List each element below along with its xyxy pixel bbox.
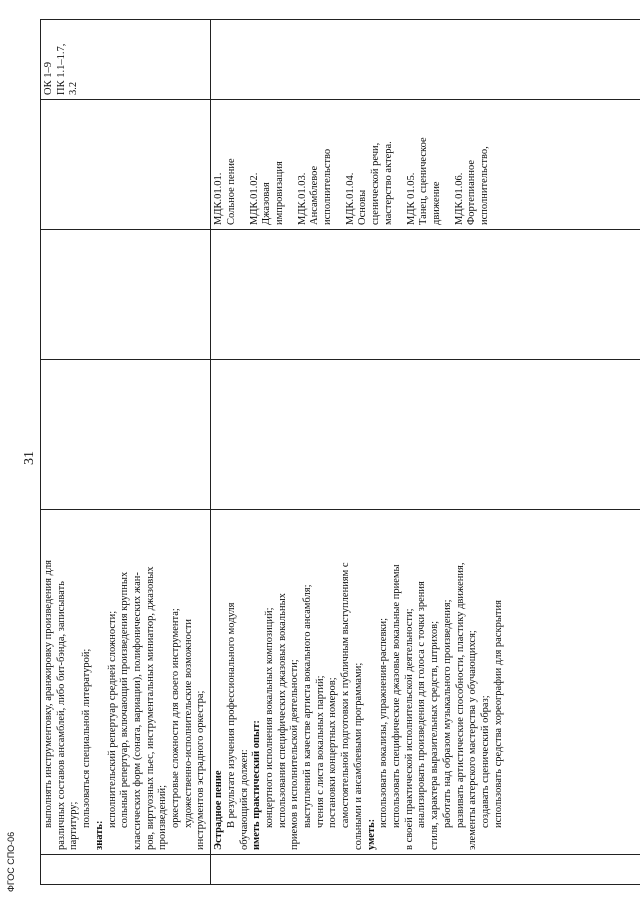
course-cell bbox=[211, 100, 640, 230]
rotated-page bbox=[22, 20, 600, 885]
text-line: обучающийся должен: bbox=[238, 749, 250, 850]
text-line: Фортепианное bbox=[466, 159, 478, 225]
hours-cell bbox=[41, 360, 211, 510]
text-line: выполнять инструментовку, аранжировку произведения для bbox=[43, 559, 54, 828]
text-line bbox=[239, 104, 249, 225]
description-cell bbox=[41, 510, 211, 855]
text-line: чтения с листа вокальных партий; bbox=[314, 675, 326, 828]
competency-line: 3.2 bbox=[68, 81, 80, 95]
text-line: оркестровые сложности для своего инструмента; bbox=[170, 608, 182, 828]
text-line: элементы актерского мастерства у обучающихся; bbox=[467, 630, 479, 850]
text-line: иметь практический опыт: bbox=[251, 720, 263, 850]
text-line: создавать сценический образ; bbox=[479, 695, 491, 828]
text-line: инструментов эстрадного оркестра; bbox=[195, 690, 207, 850]
load-cell bbox=[211, 230, 640, 360]
text-line: знать: bbox=[93, 820, 105, 850]
text-line: исполнительство bbox=[322, 148, 334, 225]
text-line: сольными и ансамблевыми программами; bbox=[352, 662, 364, 850]
text-line: Основы bbox=[357, 189, 369, 225]
text-line: движение bbox=[430, 181, 442, 225]
text-line: Сольное пение bbox=[225, 158, 237, 225]
text-line: Танец, сценическое bbox=[418, 137, 430, 225]
course-cell bbox=[41, 100, 211, 230]
hours-cell bbox=[211, 360, 640, 510]
footer-label: ФГОС СПО-06 bbox=[6, 831, 16, 892]
text-line: художественно-исполнительские возможности bbox=[182, 618, 194, 828]
footer bbox=[6, 812, 18, 892]
text-line: произведений; bbox=[157, 784, 169, 850]
text-line: анализировать произведения для голоса с точки зрения bbox=[416, 581, 428, 828]
text-line: МДК.01.01. bbox=[213, 172, 225, 225]
text-line: работать над образом музыкального произведения; bbox=[441, 599, 453, 828]
table-row bbox=[41, 20, 211, 885]
curriculum-table bbox=[40, 19, 640, 885]
text-line: исполнительский репертуар средней сложности; bbox=[106, 610, 118, 828]
text-line: МДК.01.03. bbox=[296, 172, 308, 225]
text-line: различных составов ансамблей, либо бит-бэнда, записывать bbox=[55, 581, 67, 850]
text-line: выступлений в качестве артиста вокального ансамбля; bbox=[302, 584, 314, 828]
text-line: импровизация bbox=[273, 161, 285, 225]
text-line bbox=[444, 104, 454, 225]
text-line: стиля, характера выразительных средств, штрихов; bbox=[429, 620, 441, 850]
text-line: партитуру; bbox=[68, 801, 80, 850]
table-row bbox=[211, 20, 640, 885]
text-line: концертного исполнения вокальных композиций; bbox=[263, 607, 275, 828]
competency-line: ПК 1.1–1.7, bbox=[55, 43, 67, 95]
load-cell bbox=[41, 230, 211, 360]
text-line: МДК 01.05. bbox=[405, 172, 417, 225]
text-line: использования специфических джазовых вокальных bbox=[276, 593, 288, 828]
index-cell bbox=[41, 855, 211, 885]
text-line: МДК.01.04. bbox=[344, 172, 356, 225]
text-line: Ансамблевое bbox=[309, 165, 321, 225]
text-line: Джазовая bbox=[261, 182, 273, 225]
page-number: 31 bbox=[22, 451, 37, 465]
text-line: МДК.01.06. bbox=[453, 172, 465, 225]
text-line: пользоваться специальной литературой; bbox=[81, 648, 93, 828]
text-line: ров, виртуозных пьес, инструментальных миниатюр, джазовых bbox=[144, 566, 156, 850]
text-line: развивать артистические способности, пластику движения, bbox=[454, 562, 466, 828]
text-line: использовать вокализы, упражнения-распевки; bbox=[378, 617, 390, 828]
text-line: мастерство актера. bbox=[382, 141, 394, 225]
text-line: постановки концертных номеров; bbox=[327, 677, 339, 828]
text-line: самостоятельной подготовки к публичным выступлениям с bbox=[340, 562, 352, 828]
text-line: Эстрадное пение bbox=[213, 770, 225, 850]
text-line: использовать средства хореографии для раскрытия bbox=[492, 600, 504, 828]
text-line: сценической речи, bbox=[370, 142, 382, 225]
index-cell bbox=[211, 855, 640, 885]
text-line: использовать специфические джазовые вокальные приемы bbox=[390, 564, 402, 828]
text-line: исполнительство, bbox=[479, 146, 491, 225]
text-line bbox=[396, 104, 406, 225]
description-cell bbox=[211, 510, 640, 855]
text-line: приемов в исполнительской деятельности; bbox=[289, 659, 301, 850]
text-line: МДК.01.02. bbox=[248, 172, 260, 225]
competency-cell bbox=[211, 20, 640, 100]
text-line: сольный репертуар, включающий произведения крупных bbox=[119, 571, 131, 828]
text-line bbox=[335, 104, 345, 225]
text-line: классических форм (соната, вариации), полифонических жан- bbox=[131, 572, 143, 850]
text-line bbox=[287, 104, 297, 225]
text-line: в своей практической исполнительской деятельности; bbox=[403, 608, 415, 850]
page-content bbox=[22, 20, 600, 885]
text-line: уметь: bbox=[365, 818, 377, 850]
text-line: В результате изучения профессионального модуля bbox=[225, 602, 237, 828]
competency-cell bbox=[41, 20, 211, 100]
competency-line: ОК 1–9 bbox=[43, 62, 54, 95]
